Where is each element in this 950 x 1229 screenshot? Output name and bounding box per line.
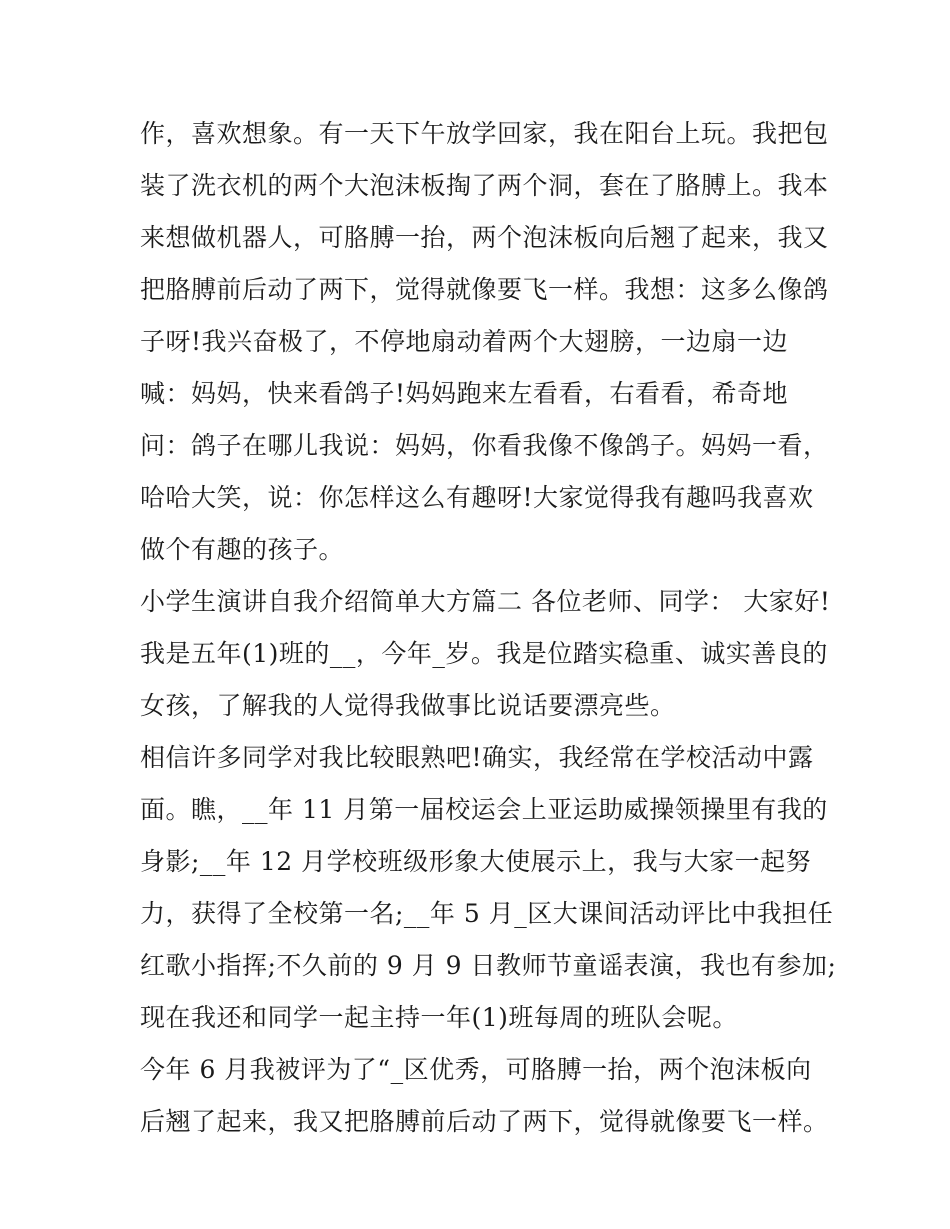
- text-line: 现在我还和同学一起主持一年(1)班每周的班队会呢。: [140, 1003, 738, 1032]
- text-line: 哈哈大笑，说：你怎样这么有趣呀!大家觉得我有趣吗我喜欢: [140, 483, 814, 512]
- text-line: 力，获得了全校第一名;__年 5 月_区大课间活动评比中我担任: [140, 899, 834, 928]
- text-line: 来想做机器人，可胳膊一抬，两个泡沫板向后翘了起来，我又: [140, 223, 829, 252]
- text-line: 装了洗衣机的两个大泡沫板掏了两个洞，套在了胳膊上。我本: [140, 171, 829, 200]
- text-line: 问：鸽子在哪儿我说：妈妈，你看我像不像鸽子。妈妈一看，: [140, 431, 829, 460]
- text-line: 作，喜欢想象。有一天下午放学回家，我在阳台上玩。我把包: [140, 119, 829, 148]
- text-line: 喊：妈妈，快来看鸽子!妈妈跑来左看看，右看看，希奇地: [140, 379, 789, 408]
- text-line: 做个有趣的孩子。: [140, 535, 345, 564]
- text-line: 身影;__年 12 月学校班级形象大使展示上，我与大家一起努: [140, 847, 812, 876]
- text-line: 后翘了起来，我又把胳膊前后动了两下，觉得就像要飞一样。: [140, 1107, 829, 1136]
- text-line: 面。瞧，__年 11 月第一届校运会上亚运助威操领操里有我的: [140, 795, 828, 824]
- section-heading-line: 小学生演讲自我介绍简单大方篇二 各位老师、同学： 大家好!: [140, 587, 831, 616]
- text-line: 红歌小指挥;不久前的 9 月 9 日教师节童谣表演，我也有参加;: [140, 951, 837, 980]
- text-line: 把胳膊前后动了两下，觉得就像要飞一样。我想：这多么像鸽: [140, 275, 829, 304]
- text-line: 相信许多同学对我比较眼熟吧!确实，我经常在学校活动中露: [140, 743, 814, 772]
- text-line: 今年 6 月我被评为了“_区优秀，可胳膊一抬，两个泡沫板向: [140, 1055, 812, 1084]
- text-line: 子呀!我兴奋极了，不停地扇动着两个大翅膀，一边扇一边: [140, 327, 789, 356]
- text-line: 我是五年(1)班的__，今年_岁。我是位踏实稳重、诚实善良的: [140, 639, 828, 668]
- text-line: 女孩，了解我的人觉得我做事比说话要漂亮些。: [140, 691, 676, 720]
- body-text: [140, 108, 837, 1148]
